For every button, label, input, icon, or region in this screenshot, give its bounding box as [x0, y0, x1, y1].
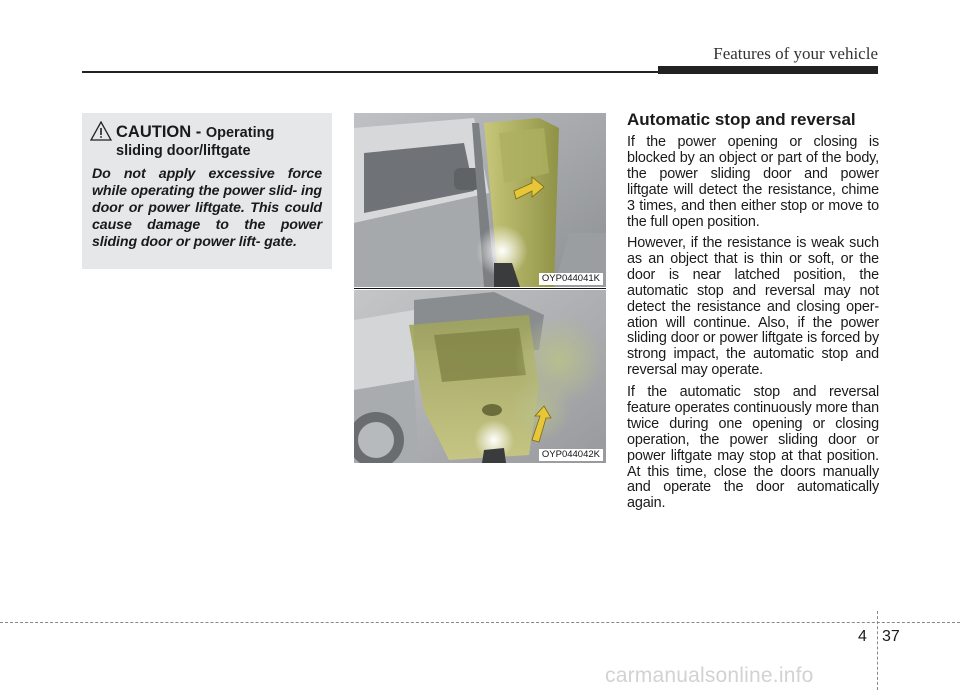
- figure-code: OYP044042K: [539, 449, 603, 461]
- paragraph: However, if the resistance is weak such as an object that is thin or soft, or the door is near latched position, the automatic stop and reversal may not detect the resistance and closing oper- ation will continue. Also, if the power sliding door or power liftgate is forced by strong impact, the automatic stop and reversal may operate.: [627, 235, 879, 379]
- page-number: 37: [882, 628, 900, 645]
- caution-body: Do not apply excessive force while operating the power slid- ing door or power liftgate. This could cause damage to the power sliding door or power lift- gate.: [92, 166, 322, 250]
- sliding-door-illustration: [354, 113, 606, 287]
- paragraph: If the power opening or closing is blocked by an object or part of the body, the power sliding door and power liftgate will detect the resistance, chime 3 times, and then either stop or move to the full open position.: [627, 134, 879, 230]
- header-rule-accent: [658, 66, 878, 74]
- footer-rule: [0, 622, 960, 623]
- chapter-number: 4: [858, 628, 867, 645]
- header-rule: [82, 71, 660, 73]
- section-title: Automatic stop and reversal: [627, 110, 856, 129]
- warning-triangle-icon: [90, 121, 112, 141]
- liftgate-illustration: [354, 290, 606, 463]
- caution-title-rest: Operating: [205, 125, 275, 141]
- figure-code: OYP044041K: [539, 273, 603, 285]
- page-header-title: Features of your vehicle: [713, 44, 878, 63]
- liftgate-figure: [354, 290, 606, 463]
- watermark: carmanualsonline.info: [605, 664, 814, 687]
- paragraph: If the automatic stop and reversal feature operates continuously more than twice during one opening or closing operation, the power sliding door or power liftgate may stop at that position. At this time, close the doors manually and operate the door automatically again.: [627, 384, 879, 512]
- caution-box: [82, 113, 332, 269]
- sliding-door-figure: [354, 113, 606, 287]
- caution-subtitle: sliding door/liftgate: [116, 143, 251, 159]
- figure-divider: [354, 288, 606, 289]
- caution-title-lead: CAUTION -: [116, 123, 206, 141]
- footer-divider: [877, 611, 878, 690]
- caution-title: [116, 123, 322, 142]
